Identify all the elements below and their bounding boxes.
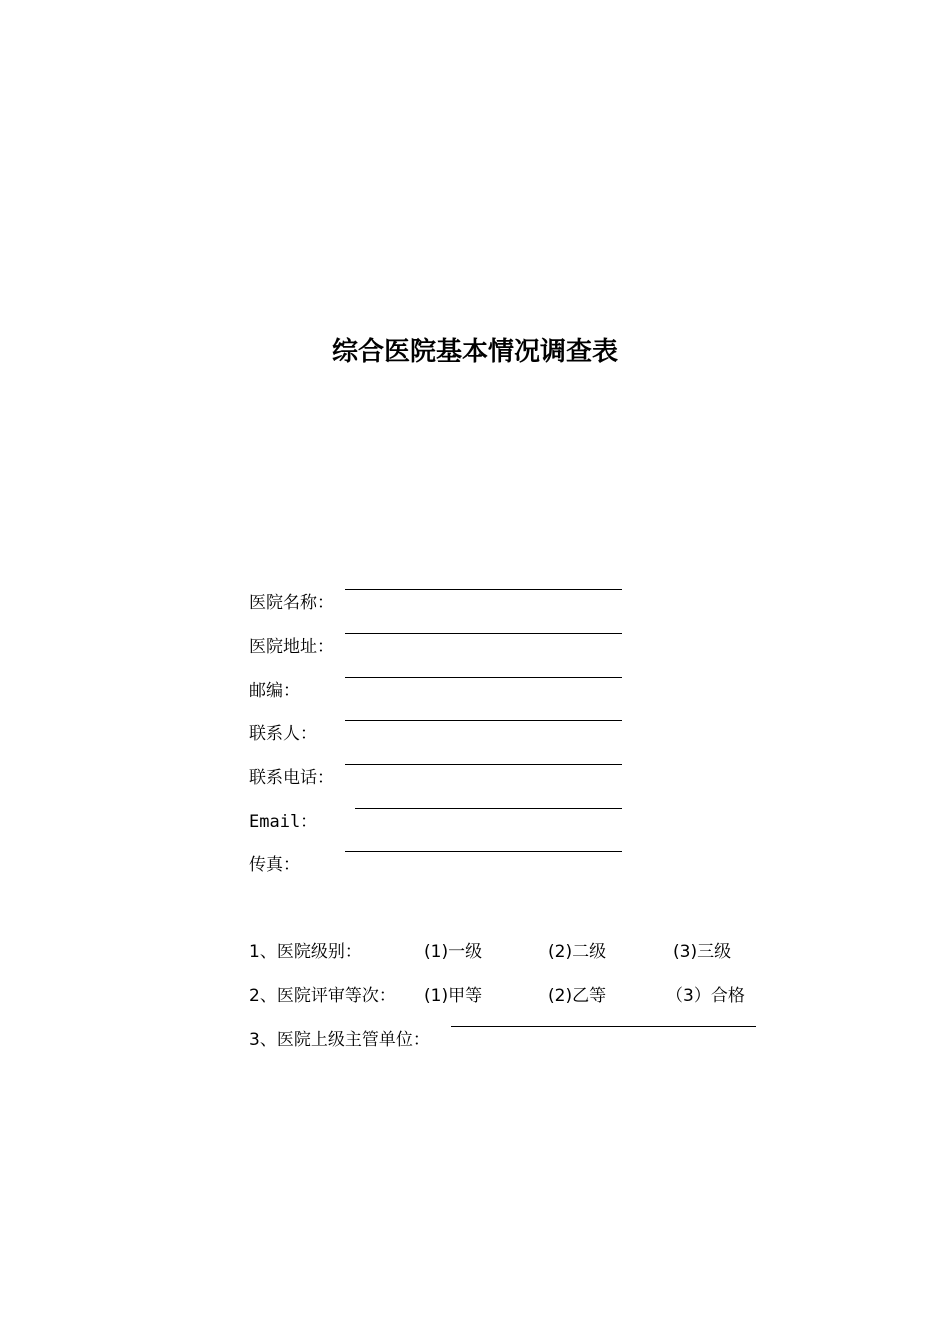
postcode-input-line[interactable] bbox=[345, 677, 622, 678]
contact-person-input-line[interactable] bbox=[345, 720, 622, 721]
field-label: 医院名称： bbox=[249, 593, 334, 613]
field-label: 邮编： bbox=[249, 681, 300, 701]
field-label: 医院地址： bbox=[249, 637, 334, 657]
option-grade-a[interactable]: (1)甲等 bbox=[424, 986, 483, 1006]
field-label: 联系人： bbox=[249, 724, 317, 744]
phone-input-line[interactable] bbox=[345, 764, 622, 765]
option-grade-pass[interactable]: （3）合格 bbox=[666, 986, 745, 1006]
hospital-address-input-line[interactable] bbox=[345, 633, 622, 634]
option-grade-b[interactable]: (2)乙等 bbox=[548, 986, 607, 1006]
question-label: 1、医院级别： bbox=[249, 942, 362, 962]
page-title: 综合医院基本情况调查表 bbox=[331, 337, 618, 367]
field-label: Email： bbox=[249, 812, 318, 832]
supervising-unit-input-line[interactable] bbox=[451, 1026, 756, 1027]
hospital-name-input-line[interactable] bbox=[345, 589, 622, 590]
option-level-1[interactable]: (1)一级 bbox=[424, 942, 483, 962]
fax-input-line[interactable] bbox=[345, 851, 622, 852]
email-input-line[interactable] bbox=[355, 808, 622, 809]
field-label: 联系电话： bbox=[249, 768, 334, 788]
option-level-3[interactable]: (3)三级 bbox=[673, 942, 732, 962]
field-label: 传真： bbox=[249, 855, 300, 875]
question-label: 3、医院上级主管单位： bbox=[249, 1030, 430, 1050]
question-label: 2、医院评审等次： bbox=[249, 986, 396, 1006]
option-level-2[interactable]: (2)二级 bbox=[548, 942, 607, 962]
